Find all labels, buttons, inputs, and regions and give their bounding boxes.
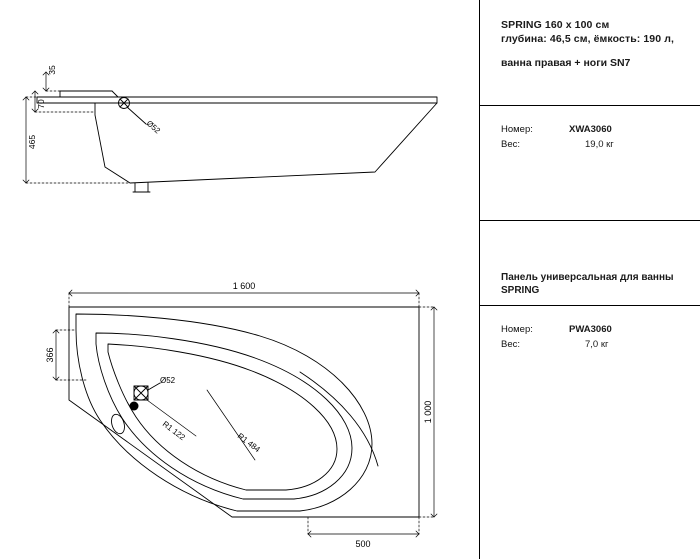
product-specs: [501, 122, 691, 152]
side-view-dimensions: [23, 72, 130, 183]
panel-item-weight-label: Вес:: [501, 339, 521, 350]
side-drain-label: Ø52: [144, 118, 163, 136]
panel-item-number-row: [501, 322, 691, 337]
panel-item-number-value: PWA3060: [569, 324, 612, 335]
product-number-row: [501, 122, 691, 137]
panel-item-number-label: Номер:: [501, 324, 533, 335]
panel-item-weight-row: [501, 337, 691, 352]
product-weight-row: [501, 137, 691, 152]
top-drain-label: Ø52: [160, 376, 176, 385]
divider-1: [480, 105, 700, 106]
divider-2: [480, 220, 700, 221]
product-title: [501, 18, 684, 46]
panel-item-title-line2: SPRING: [501, 285, 540, 296]
side-dim-465: 465: [27, 134, 37, 150]
top-view-outline: [69, 307, 419, 517]
radius-label-1: R1 122: [160, 419, 187, 443]
panel-item-title: [501, 271, 691, 297]
top-dim-width: 1 600: [232, 281, 256, 291]
radius-label-2: R1 484: [235, 431, 262, 455]
top-view-dimensions: [53, 290, 437, 537]
side-dim-35: 35: [47, 65, 57, 75]
panel-item-weight-value: 7,0 кг: [585, 339, 609, 350]
top-dim-left: 366: [45, 347, 55, 363]
top-dim-bottom: 500: [355, 539, 371, 549]
side-view-outline: [37, 91, 437, 192]
panel-item-title-line1: Панель универсальная для ванны: [501, 272, 674, 283]
product-title-line3: ванна правая + ноги SN7: [501, 57, 631, 69]
divider-3: [480, 305, 700, 306]
product-weight-label: Вес:: [501, 139, 521, 150]
top-dim-height: 1 000: [423, 400, 433, 424]
product-number-label: Номер:: [501, 124, 533, 135]
product-number-value: XWA3060: [569, 124, 612, 135]
product-weight-value: 19,0 кг: [585, 139, 614, 150]
product-title-line2: глубина: 46,5 см, ёмкость: 190 л,: [501, 33, 674, 45]
side-dim-70: 70: [36, 99, 46, 109]
side-view-drain: [119, 98, 147, 125]
panel-item-specs: [501, 322, 691, 352]
info-panel: [479, 0, 700, 559]
product-title-line1: SPRING 160 x 100 см: [501, 19, 610, 31]
